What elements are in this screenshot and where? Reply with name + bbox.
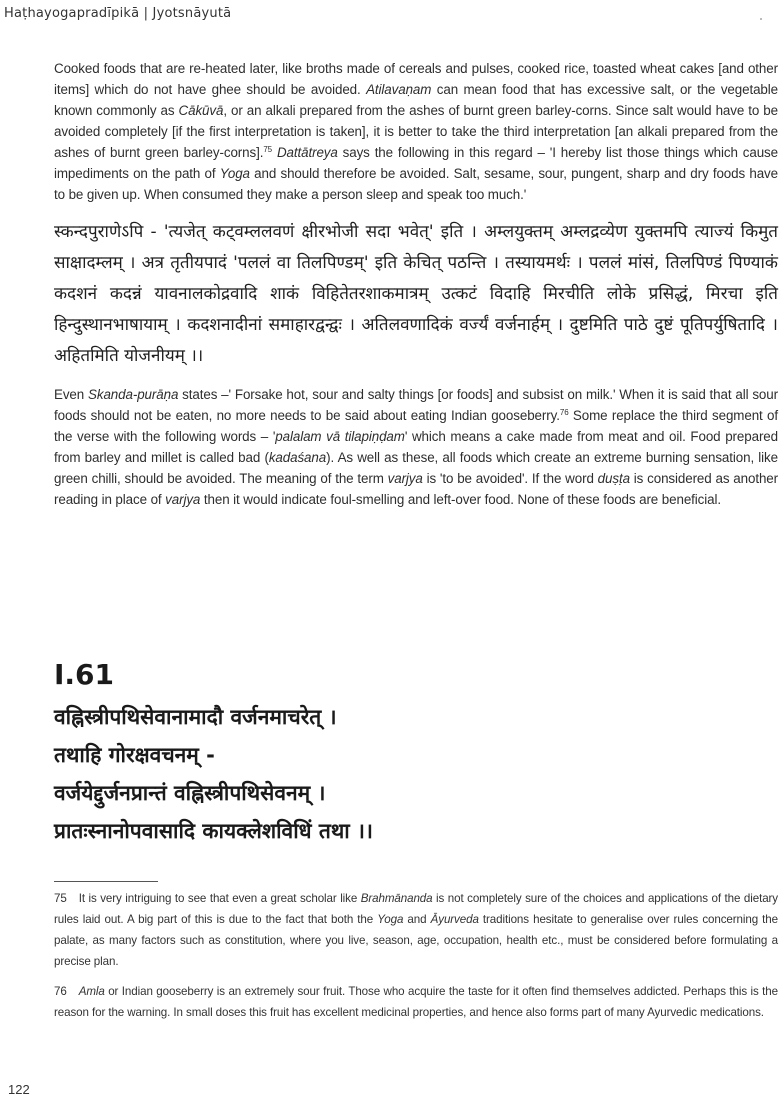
commentary-paragraph-english-2: Even Skanda-purāṇa states –' Forsake hot, sour and salty things [or foods] and subsist on milk.' When it is said that all sour foods should not be eaten, no more needs to be said about eating Indian gooseberry.$^{76}$ Some replace the third segment of the verse with the following words – 'palalam vā tilapiṇḍam' which means a cake made from meat and oil. Food prepared from barley and millet is called bad (kadaśana). As well as these, all foods which create an extreme burning sensation, like green chilli, should be avoided. The meaning of the term varjya is 'to be avoided'. If the word duṣṭa is considered as another reading in place of varjya then it would indicate foul-smelling and left-over food. None of these foods are beneficial.	[54, 387, 779, 507]
verse-line: वह्निस्त्रीपथिसेवानामादौ वर्जनमाचरेत् ।	[54, 705, 337, 729]
scan-speck	[760, 18, 762, 20]
footnote-75	[54, 888, 778, 972]
running-header-title: Haṭhayogapradīpikā | Jyotsnāyutā	[4, 6, 232, 21]
verse-number: I.61	[54, 658, 115, 691]
verse-block	[54, 698, 373, 850]
main-body	[54, 58, 778, 510]
footnote-text: It is very intriguing to see that even a great scholar like Brahmānanda is not completely sure of the choices and applications of the dietary rules laid out. A big part of this is due to the fact that both the Yoga and Āyurveda traditions hesitate to generalise over rules concerning the palate, as many factors such as constitution, where you live, season, age, occupation, health etc., must be considered before formulating a precise plan.	[54, 892, 778, 968]
page-number: 122	[8, 1082, 30, 1097]
footnote-ref: 75	[263, 145, 273, 154]
verse-line: तथाहि गोरक्षवचनम् -	[54, 743, 215, 767]
verse-line: प्रातःस्नानोपवासादि कायक्लेशविधिं तथा ।।	[54, 819, 373, 843]
footnote-text: Amla or Indian gooseberry is an extremely sour fruit. Those who acquire the taste for it often find themselves addicted. Perhaps this is the reason for the warning. In small doses this fruit has excellent medicinal properties, and hence also forms part of many Ayurvedic medications.	[54, 985, 778, 1019]
footnote-ref: 76	[559, 408, 569, 417]
footnote-76	[54, 981, 778, 1023]
commentary-paragraph-english-1: Cooked foods that are re-heated later, like broths made of cereals and pulses, cooked rice, toasted wheat cakes [and other items] which do not have ghee should be avoided. Atilavaṇam can mean food that has excessive salt, or the vegetable known commonly as Cākūvā, or an alkali prepared from the ashes of burnt green barley-corns. Since salt would have to be avoided completely [if the first interpretation is taken], it is better to take the third interpretation [an alkali prepared from the ashes of burnt green barley-corns].$^{75}$ Dattātreya says the following in this regard – 'I hereby list those things which cause impediments on the path of Yoga and should therefore be avoided. Salt, sesame, sour, pungent, sharp and dry foods have to be given up. When consumed they make a person sleep and speak too much.'	[54, 61, 779, 202]
sanskrit-commentary: स्कन्दपुराणेऽपि - 'त्यजेत् कट्वम्ललवणं क्षीरभोजी सदा भवेत्' इति । अम्लयुक्तम् अम्लद्रव्येण युक्तमपि त्याज्यं किमुत साक्षादम्लम् । अत्र तृतीयपादं 'पललं वा तिलपिण्डम्' इति केचित् पठन्ति । तस्यायमर्थः । पललं मांसं, तिलपिण्डं पिण्याकं कदशनं कदन्नं यावनालकोद्रवादि शाकं विहितेतरशाकमात्रम् उत्कटं विदाहि मिरचीति लोके प्रसिद्धं, मिरचा इति हिन्दुस्थानभाषायाम् । कदशनादीनां समाहारद्वन्द्वः । अतिलवणादिकं वर्ज्यं वर्जनार्हम् । दुष्टमिति पाठे दुष्टं पूतिपर्युषितादि । अहितमिति योजनीयम् ।।	[54, 222, 778, 366]
footnote-divider	[54, 881, 158, 882]
footnote-number: 76	[54, 985, 67, 998]
verse-line: वर्जयेद्दुर्जनप्रान्तं वह्निस्त्रीपथिसेवनम् ।	[54, 781, 326, 805]
footnotes	[54, 888, 778, 1023]
footnote-number: 75	[54, 892, 67, 905]
